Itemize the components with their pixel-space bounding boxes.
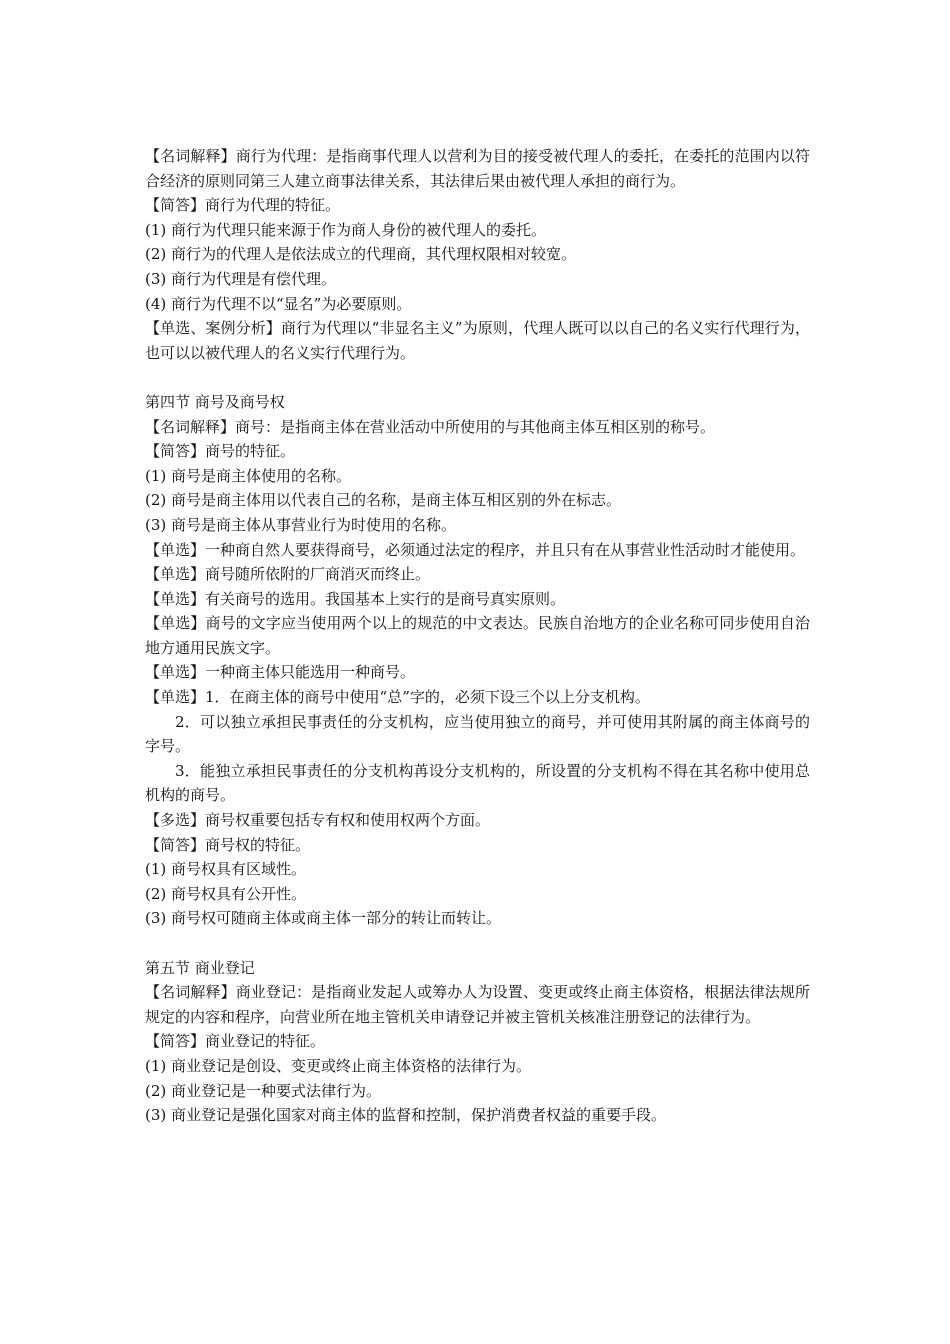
paragraph: 【单选】商号随所依附的厂商消灭而终止。	[145, 565, 431, 584]
section-commercial-agency	[145, 144, 810, 365]
document-body	[145, 144, 810, 1128]
section-heading: 第五节 商业登记	[145, 958, 255, 977]
paragraph: 【简答】商业登记的特征。	[145, 1032, 326, 1051]
list-item: (2) 商业登记是一种要式法律行为。	[145, 1081, 382, 1100]
paragraph: 【名词解释】商业登记：是指商业发起人或筹办人为设置、变更或终止商主体资格，根据法律法规所规定的内容和程序，向营业所在地主管机关申请登记并被主管机关核准注册登记的法律行为。	[145, 983, 810, 1026]
list-item: (3) 商行为代理是有偿代理。	[145, 269, 337, 288]
section-heading: 第四节 商号及商号权	[145, 392, 285, 411]
section-spacer	[145, 931, 810, 956]
paragraph: 3．能独立承担民事责任的分支机构苒设分支机构的，所设置的分支机构不得在其名称中使用总机构的商号。	[145, 761, 810, 805]
paragraph: 【单选】有关商号的选用。我国基本上实行的是商号真实原则。	[145, 589, 566, 608]
paragraph: 【单选】商号的文字应当使用两个以上的规范的中文表达。民族自治地方的企业名称可同步使用自治地方通用民族文字。	[145, 614, 810, 657]
paragraph: 【单选】一种商主体只能选用一种商号。	[145, 663, 416, 682]
list-item: (1) 商号是商主体使用的名称。	[145, 466, 352, 485]
list-item: (3) 商号是商主体从事营业行为时使用的名称。	[145, 515, 457, 534]
paragraph: 【单选、案例分析】商行为代理以“非显名主义”为原则，代理人既可以以自己的名义实行代理行为，也可以以被代理人的名义实行代理行为。	[145, 319, 810, 362]
section-trade-name	[145, 390, 810, 931]
list-item: (1) 商号权具有区域性。	[145, 860, 307, 879]
list-item: (2) 商号是商主体用以代表自己的名称，是商主体互相区别的外在标志。	[145, 491, 622, 510]
paragraph: 【简答】商行为代理的特征。	[145, 196, 341, 215]
list-item: (3) 商业登记是强化国家对商主体的监督和控制，保护消费者权益的重要手段。	[145, 1106, 667, 1125]
paragraph: 【简答】商号的特征。	[145, 442, 296, 461]
paragraph: 【单选】1．在商主体的商号中使用“总”字的，必须下设三个以上分支机构。	[145, 688, 650, 707]
paragraph: 【简答】商号权的特征。	[145, 835, 311, 854]
paragraph: 【名词解释】商行为代理：是指商事代理人以营利为目的接受被代理人的委托，在委托的范围内以符合经济的原则同第三人建立商事法律关系，其法律后果由被代理人承担的商行为。	[145, 147, 810, 190]
list-item: (2) 商行为的代理人是依法成立的代理商，其代理权限相对较宽。	[145, 245, 577, 264]
paragraph: 【名词解释】商号：是指商主体在营业活动中所使用的与其他商主体互相区别的称号。	[145, 417, 716, 436]
list-item: (2) 商号权具有公开性。	[145, 884, 307, 903]
section-business-registration	[145, 956, 810, 1128]
list-item: (3) 商号权可随商主体或商主体一部分的转让而转让。	[145, 909, 502, 928]
list-item: (1) 商行为代理只能来源于作为商人身份的被代理人的委托。	[145, 220, 547, 239]
paragraph: 【单选】一种商自然人要获得商号，必须通过法定的程序，并且只有在从事营业性活动时才能使用。	[145, 540, 806, 559]
section-spacer	[145, 365, 810, 390]
paragraph: 【多选】商号权重要包括专有权和使用权两个方面。	[145, 811, 491, 830]
list-item: (4) 商行为代理不以“显名”为必要原则。	[145, 294, 412, 313]
list-item: (1) 商业登记是创设、变更或终止商主体资格的法律行为。	[145, 1056, 532, 1075]
paragraph: 2．可以独立承担民事责任的分支机构，应当使用独立的商号，并可使用其附属的商主体商号的字号。	[145, 712, 810, 756]
